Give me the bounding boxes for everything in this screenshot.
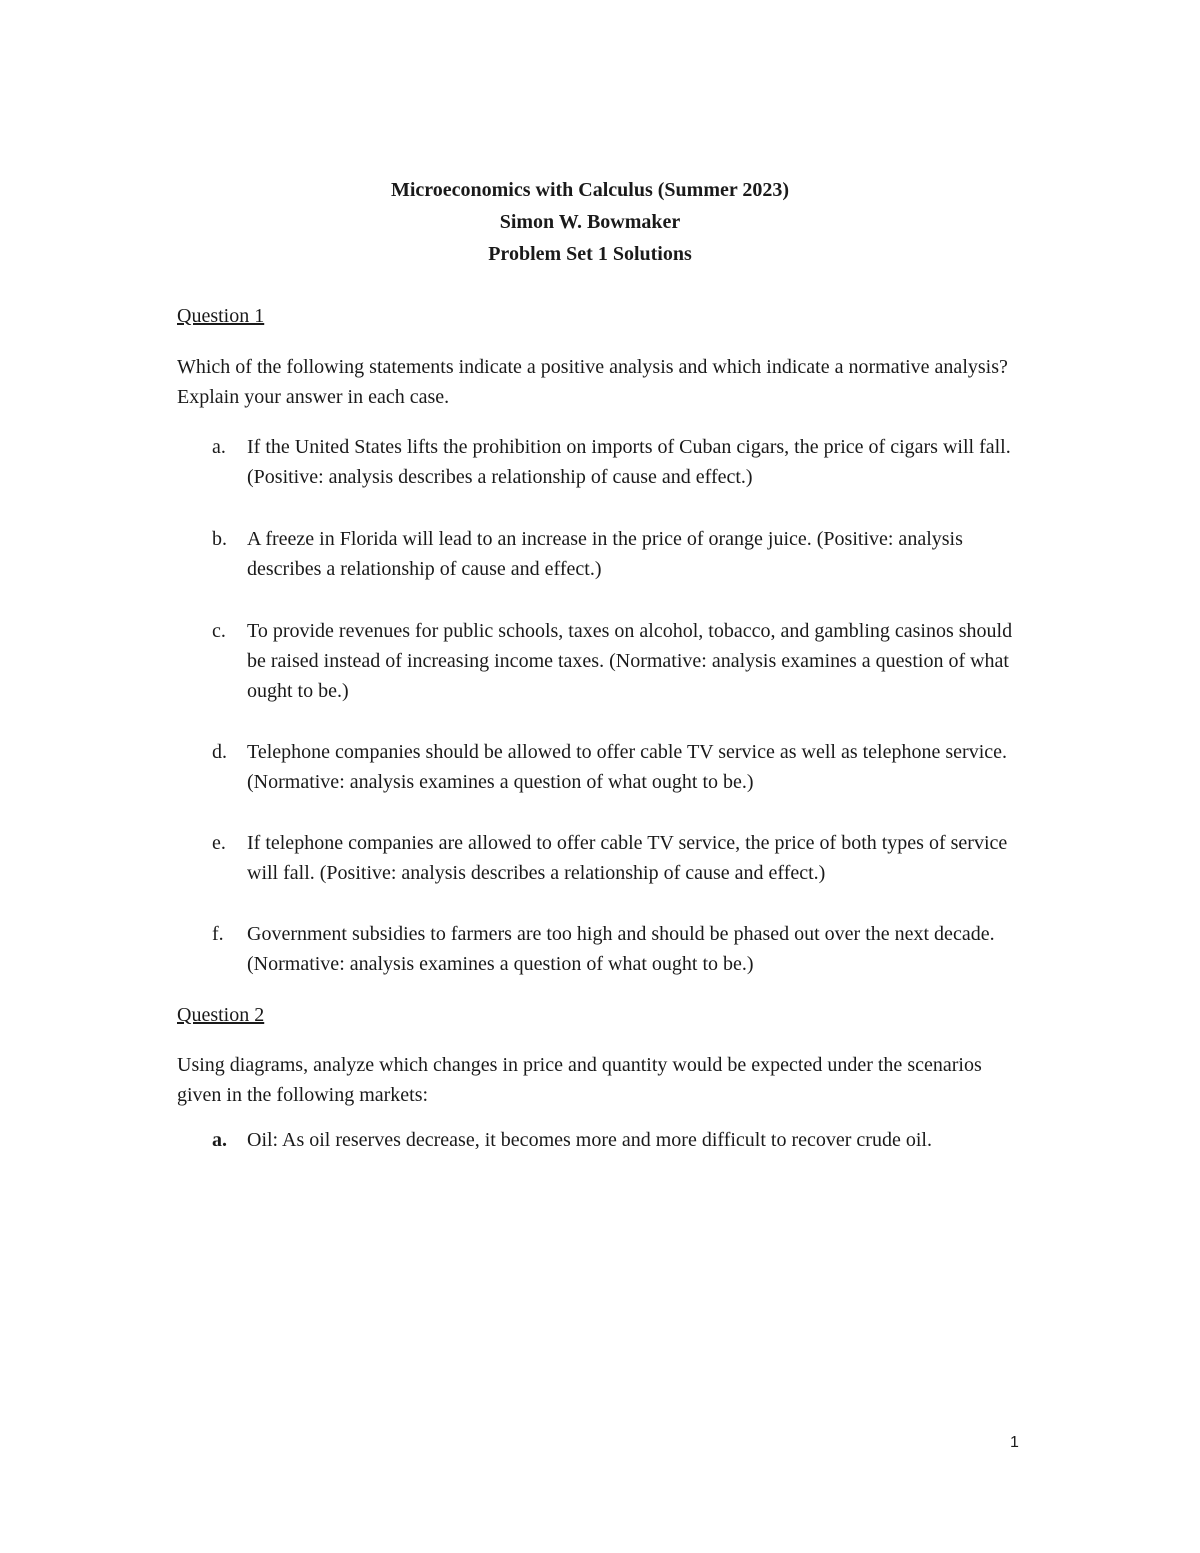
document-title: Problem Set 1 Solutions bbox=[488, 243, 692, 265]
list-item-label: b. bbox=[212, 528, 227, 550]
question-2-heading: Question 2 bbox=[177, 1004, 265, 1026]
author-name: Simon W. Bowmaker bbox=[499, 211, 681, 233]
list-item-label: a. bbox=[212, 1129, 227, 1151]
list-item bbox=[177, 737, 1027, 797]
list-item bbox=[177, 1125, 1027, 1155]
list-item-text: If the United States lifts the prohibition on imports of Cuban cigars, the price of cigars will fall. (Positive: analysis describes a relationship of cause and effect.) bbox=[247, 436, 1011, 488]
list-item-text: Government subsidies to farmers are too high and should be phased out over the next decade. (Normative: analysis examines a question of what ought to be.) bbox=[247, 923, 995, 975]
list-item bbox=[177, 616, 1027, 706]
list-item-text: Telephone companies should be allowed to offer cable TV service as well as telephone service. (Normative: analysis examines a question of what ought to be.) bbox=[247, 741, 1007, 793]
list-item-text: If telephone companies are allowed to offer cable TV service, the price of both types of service will fall. (Positive: analysis describes a relationship of cause and effect.) bbox=[247, 832, 1008, 884]
list-item-label: a. bbox=[212, 436, 226, 458]
list-item-text: Oil: As oil reserves decrease, it becomes more and more difficult to recover crude oil. bbox=[247, 1129, 932, 1151]
page-number: 1 bbox=[1010, 1434, 1019, 1451]
list-item-label: d. bbox=[212, 741, 227, 763]
list-item bbox=[177, 524, 1027, 584]
list-item-text: A freeze in Florida will lead to an increase in the price of orange juice. (Positive: analysis describes a relationship of cause and effect.) bbox=[247, 528, 963, 580]
question-1-prompt: Which of the following statements indicate a positive analysis and which indicate a normative analysis? Explain your answer in each case. bbox=[177, 356, 1008, 408]
list-item-label: c. bbox=[212, 620, 226, 642]
list-item bbox=[177, 432, 1027, 492]
question-2-prompt: Using diagrams, analyze which changes in price and quantity would be expected under the scenarios given in the following markets: bbox=[177, 1054, 982, 1106]
list-item bbox=[177, 828, 1027, 888]
document-header bbox=[0, 174, 1180, 270]
list-item-label: f. bbox=[212, 923, 224, 945]
list-item bbox=[177, 919, 1027, 979]
question-1-heading: Question 1 bbox=[177, 305, 265, 327]
list-item-label: e. bbox=[212, 832, 226, 854]
course-title: Microeconomics with Calculus (Summer 2023) bbox=[390, 179, 790, 201]
list-item-text: To provide revenues for public schools, taxes on alcohol, tobacco, and gambling casinos should be raised instead of increasing income taxes. (Normative: analysis examines a question of what ought to be.) bbox=[247, 620, 1013, 702]
